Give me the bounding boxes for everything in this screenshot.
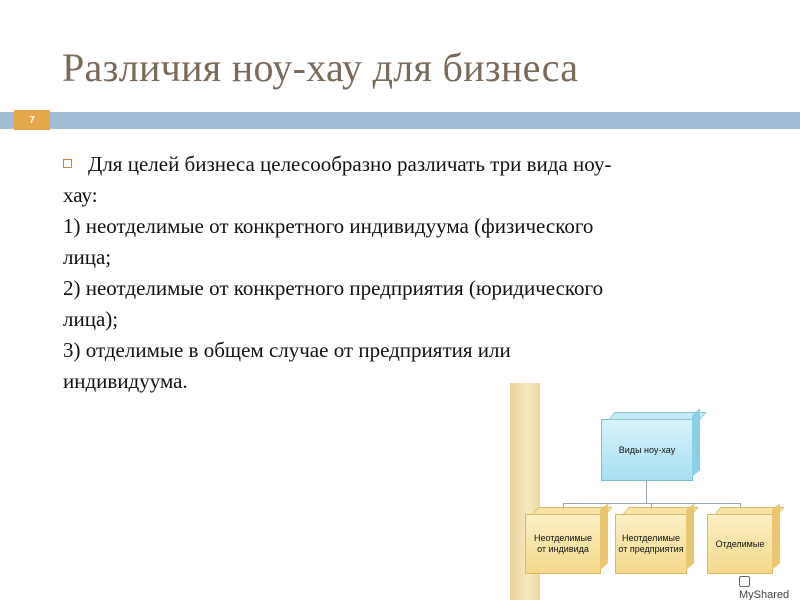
diagram-child-label: от предприятия bbox=[618, 544, 684, 554]
diagram-child-box bbox=[615, 514, 687, 574]
watermark bbox=[736, 576, 800, 600]
body-line bbox=[63, 149, 763, 180]
diagram-root-box bbox=[601, 419, 693, 481]
slide-body bbox=[63, 149, 763, 397]
body-line: лица; bbox=[63, 245, 112, 269]
watermark-text: MyShared bbox=[739, 589, 790, 600]
diagram-child-label: Неотделимые bbox=[533, 533, 593, 543]
slide-title: Различия ноу-хау для бизнеса bbox=[62, 45, 579, 90]
body-line: индивидуума. bbox=[63, 369, 188, 393]
header-band bbox=[0, 112, 800, 129]
body-line: 1) неотделимые от конкретного индивидуума (физического bbox=[63, 214, 594, 238]
page-number-badge: 7 bbox=[14, 110, 50, 130]
diagram-child-label: Отделимые bbox=[715, 538, 765, 549]
know-how-types-diagram bbox=[510, 383, 800, 600]
body-line: хау: bbox=[63, 183, 98, 207]
diagram-child-label: Неотделимые bbox=[621, 533, 681, 543]
body-line: 2) неотделимые от конкретного предприятия (юридического bbox=[63, 276, 604, 300]
connector-line bbox=[646, 481, 647, 503]
square-bullet-icon bbox=[63, 159, 72, 168]
body-line: лица); bbox=[63, 307, 119, 331]
myshared-logo-icon bbox=[739, 576, 750, 587]
diagram-child-label: от индивида bbox=[537, 544, 589, 554]
body-line-text: Для целей бизнеса целесообразно различать три вида ноу- bbox=[88, 152, 612, 176]
diagram-child-box bbox=[707, 514, 773, 574]
diagram-root-label: Виды ноу-хау bbox=[618, 444, 676, 455]
body-line: 3) отделимые в общем случае от предприятия или bbox=[63, 338, 511, 362]
diagram-child-box bbox=[525, 514, 601, 574]
